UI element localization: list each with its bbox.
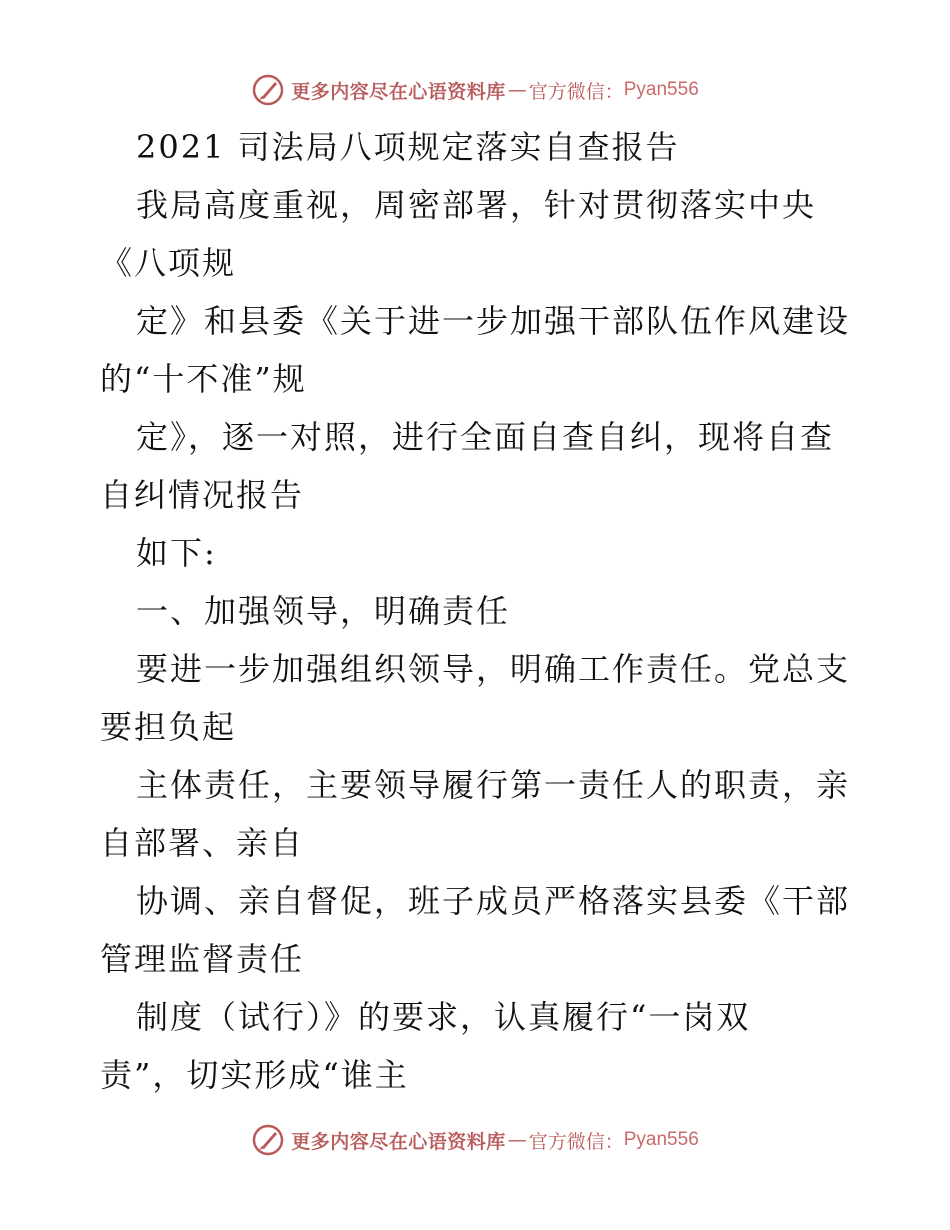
text-line: 定》和县委《关于进一步加强干部队伍作风建设 bbox=[136, 302, 851, 340]
banner-separator: — bbox=[507, 79, 527, 101]
quill-pen-icon bbox=[251, 1123, 285, 1157]
text-line: 要进一步加强组织领导，明确工作责任。党总支 bbox=[136, 650, 851, 688]
header-watermark-banner bbox=[0, 70, 950, 110]
banner-wechat-id: Pyan556 bbox=[623, 79, 699, 100]
banner-wechat-label: 官方微信： bbox=[528, 1130, 624, 1153]
text-line: 协调、亲自督促，班子成员严格落实县委《干部 bbox=[136, 882, 851, 920]
text-line: 我局高度重视，周密部署，针对贯彻落实中央 bbox=[136, 186, 817, 224]
text-line: 责”，切实形成“谁主 bbox=[100, 1056, 409, 1094]
footer-watermark-banner bbox=[0, 1120, 950, 1160]
banner-wechat-id: Pyan556 bbox=[623, 1129, 699, 1150]
text-line: 一、加强领导，明确责任 bbox=[136, 592, 511, 630]
text-line: 要担负起 bbox=[100, 708, 237, 746]
text-line: 《八项规 bbox=[100, 244, 237, 282]
text-line: 如下: bbox=[136, 534, 217, 572]
banner-separator: — bbox=[507, 1129, 527, 1151]
document-title: 2021 司法局八项规定落实自查报告 bbox=[136, 128, 680, 166]
quill-pen-icon bbox=[251, 73, 285, 107]
banner-brand-text: 更多内容尽在心语资料库 bbox=[291, 80, 506, 103]
document-body bbox=[100, 118, 860, 1104]
text-line: 制度（试行）》的要求，认真履行“一岗双 bbox=[136, 998, 751, 1036]
text-line: 自部署、亲自 bbox=[100, 824, 305, 862]
text-line: 管理监督责任 bbox=[100, 940, 305, 978]
text-line: 自纠情况报告 bbox=[100, 476, 305, 514]
banner-brand-text: 更多内容尽在心语资料库 bbox=[291, 1130, 506, 1153]
text-line: 主体责任，主要领导履行第一责任人的职责，亲 bbox=[136, 766, 851, 804]
text-line: 定》，逐一对照，进行全面自查自纠，现将自查 bbox=[136, 418, 835, 456]
text-line: 的“十不准”规 bbox=[100, 360, 307, 398]
banner-wechat-label: 官方微信： bbox=[528, 80, 624, 103]
